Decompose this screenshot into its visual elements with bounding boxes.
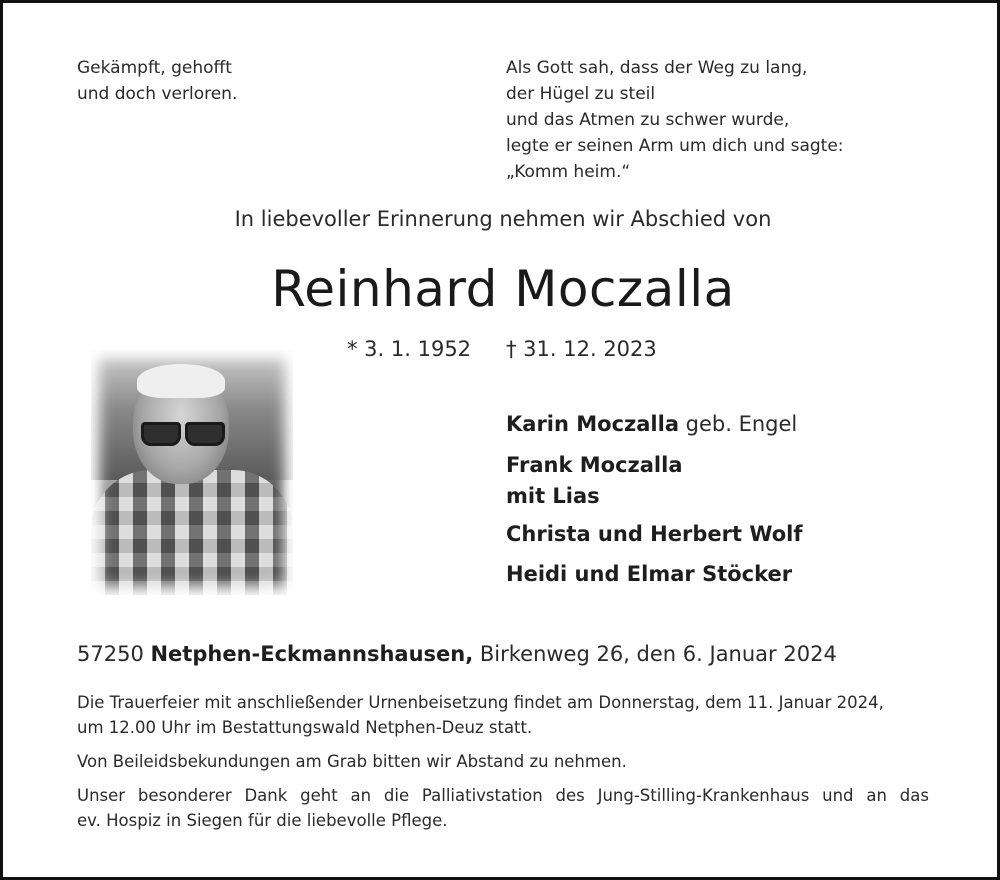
family-name: Heidi und Elmar Stöcker bbox=[506, 562, 793, 586]
condolence-note-line: Von Beileidsbekundungen am Grab bitten wir Abstand zu nehmen. bbox=[77, 752, 627, 771]
intro-text: In liebevoller Erinnerung nehmen wir Abschied von bbox=[234, 207, 772, 231]
poem-right-line: „Komm heim.“ bbox=[506, 162, 631, 182]
funeral-info-line: Die Trauerfeier mit anschließender Urnenbeisetzung findet am Donnerstag, dem 11. Januar 2024, bbox=[77, 693, 884, 712]
address-line bbox=[77, 642, 837, 666]
poem-right-line: der Hügel zu steil bbox=[506, 84, 656, 104]
condolence-note bbox=[77, 749, 929, 774]
family-member-1 bbox=[506, 409, 797, 439]
poem-left-line: und doch verloren. bbox=[77, 84, 238, 104]
address-rest: Birkenweg 26, den 6. Januar 2024 bbox=[473, 642, 837, 666]
thanks-word: Jung-Stilling-Krankenhaus bbox=[597, 786, 810, 805]
thanks-word: an bbox=[350, 786, 372, 805]
family-member-2 bbox=[506, 450, 683, 480]
deceased-name: Reinhard Moczalla bbox=[271, 260, 735, 318]
thanks-word: und bbox=[822, 786, 854, 805]
poem-right-line: und das Atmen zu schwer wurde, bbox=[506, 110, 790, 130]
address-zip: 57250 bbox=[77, 642, 151, 666]
thanks-note bbox=[77, 783, 929, 833]
funeral-info bbox=[77, 690, 929, 740]
family-maiden-name: geb. Engel bbox=[679, 412, 798, 436]
thanks-word: Unser bbox=[77, 786, 126, 805]
thanks-note-line-justified bbox=[77, 783, 929, 808]
poem-right-line: legte er seinen Arm um dich und sagte: bbox=[506, 136, 844, 156]
family-member-4 bbox=[506, 559, 792, 589]
thanks-word: besonderer bbox=[137, 786, 232, 805]
thanks-word: die bbox=[383, 786, 410, 805]
thanks-word: Palliativstation bbox=[421, 786, 543, 805]
portrait-photo bbox=[91, 350, 293, 595]
family-name: Karin Moczalla bbox=[506, 412, 679, 436]
thanks-word: an bbox=[866, 786, 887, 805]
birth-date: * 3. 1. 1952 bbox=[347, 337, 472, 361]
thanks-note-line: ev. Hospiz in Siegen für die liebevolle Pflege. bbox=[77, 811, 448, 830]
photo-vignette bbox=[91, 350, 293, 595]
address-town: Netphen-Eckmannshausen, bbox=[150, 642, 474, 666]
funeral-info-line: um 12.00 Uhr im Bestattungswald Netphen-Deuz statt. bbox=[77, 718, 533, 737]
thanks-word: das bbox=[899, 786, 929, 805]
poem-right-line: Als Gott sah, dass der Weg zu lang, bbox=[506, 58, 808, 78]
family-name: Frank Moczalla bbox=[506, 453, 683, 477]
family-member-2-child bbox=[506, 481, 600, 511]
death-date: † 31. 12. 2023 bbox=[506, 337, 657, 361]
family-name: Christa und Herbert Wolf bbox=[506, 522, 803, 546]
thanks-word: des bbox=[555, 786, 585, 805]
thanks-word: geht bbox=[300, 786, 338, 805]
family-name: mit Lias bbox=[506, 484, 600, 508]
poem-left-line: Gekämpft, gehofft bbox=[77, 58, 232, 78]
family-member-3 bbox=[506, 519, 803, 549]
thanks-word: Dank bbox=[244, 786, 288, 805]
poem-left bbox=[77, 55, 237, 107]
poem-right bbox=[506, 55, 844, 185]
